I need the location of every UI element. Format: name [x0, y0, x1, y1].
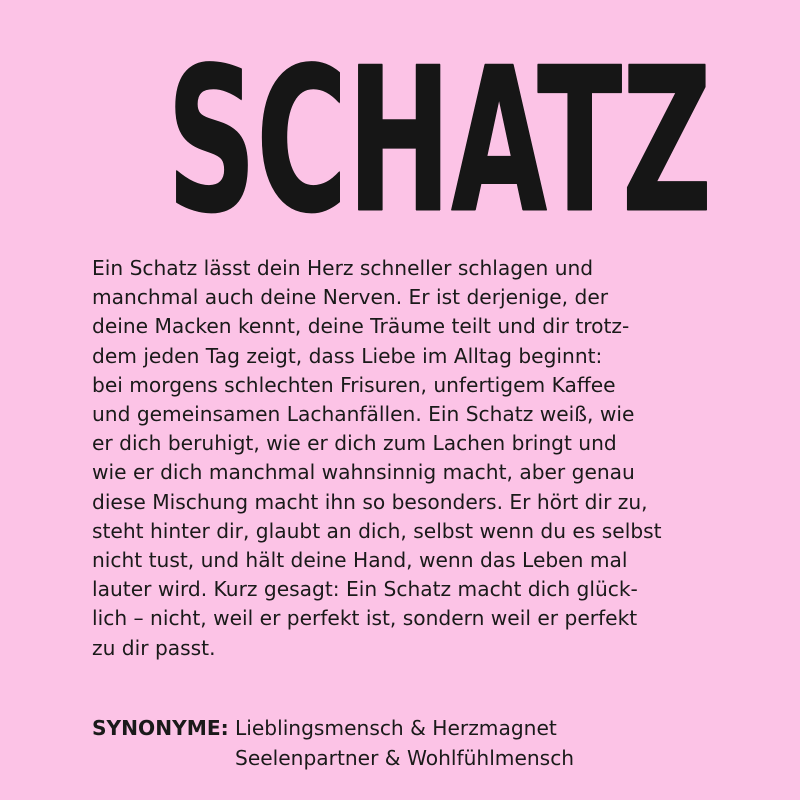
synonyms-label: SYNONYME:: [92, 716, 229, 740]
definition-line: wie er dich manchmal wahnsinnig macht, aber genau: [92, 460, 635, 485]
definition-line: er dich beruhigt, wie er dich zum Lachen bringt und: [92, 431, 617, 456]
definition-line: manchmal auch deine Nerven. Er ist derjenige, der: [92, 285, 609, 310]
definition-line: lich – nicht, weil er perfekt ist, sondern weil er perfekt: [92, 606, 638, 631]
definition-line: und gemeinsamen Lachanfällen. Ein Schatz weiß, wie: [92, 402, 635, 427]
synonyms-row-1: [92, 714, 574, 744]
synonyms-row-2: [92, 744, 574, 774]
headword-container: [0, 25, 800, 258]
definition-line: nicht tust, und hält deine Hand, wenn das Leben mal: [92, 548, 628, 573]
definition-line: lauter wird. Kurz gesagt: Ein Schatz macht dich glück-: [92, 577, 638, 602]
synonyms-block: [92, 714, 574, 773]
definition-line: deine Macken kennt, deine Träume teilt und dir trotz-: [92, 314, 630, 339]
definition-line: bei morgens schlechten Frisuren, unfertigem Kaffee: [92, 372, 616, 397]
definition-text: [92, 254, 732, 663]
definition-line: diese Mischung macht ihn so besonders. Er hört dir zu,: [92, 489, 648, 514]
synonyms-line-2: Seelenpartner & Wohlfühlmensch: [235, 745, 575, 770]
synonyms-line-1: Lieblingsmensch & Herzmagnet: [235, 716, 557, 740]
definition-line: steht hinter dir, glaubt an dich, selbst wenn du es selbst: [92, 518, 662, 543]
headword: SCHATZ: [166, 25, 712, 258]
definition-line: Ein Schatz lässt dein Herz schneller schlagen und: [92, 256, 594, 280]
definition-line: dem jeden Tag zeigt, dass Liebe im Alltag beginnt:: [92, 343, 603, 368]
definition-line: zu dir passt.: [92, 635, 216, 660]
